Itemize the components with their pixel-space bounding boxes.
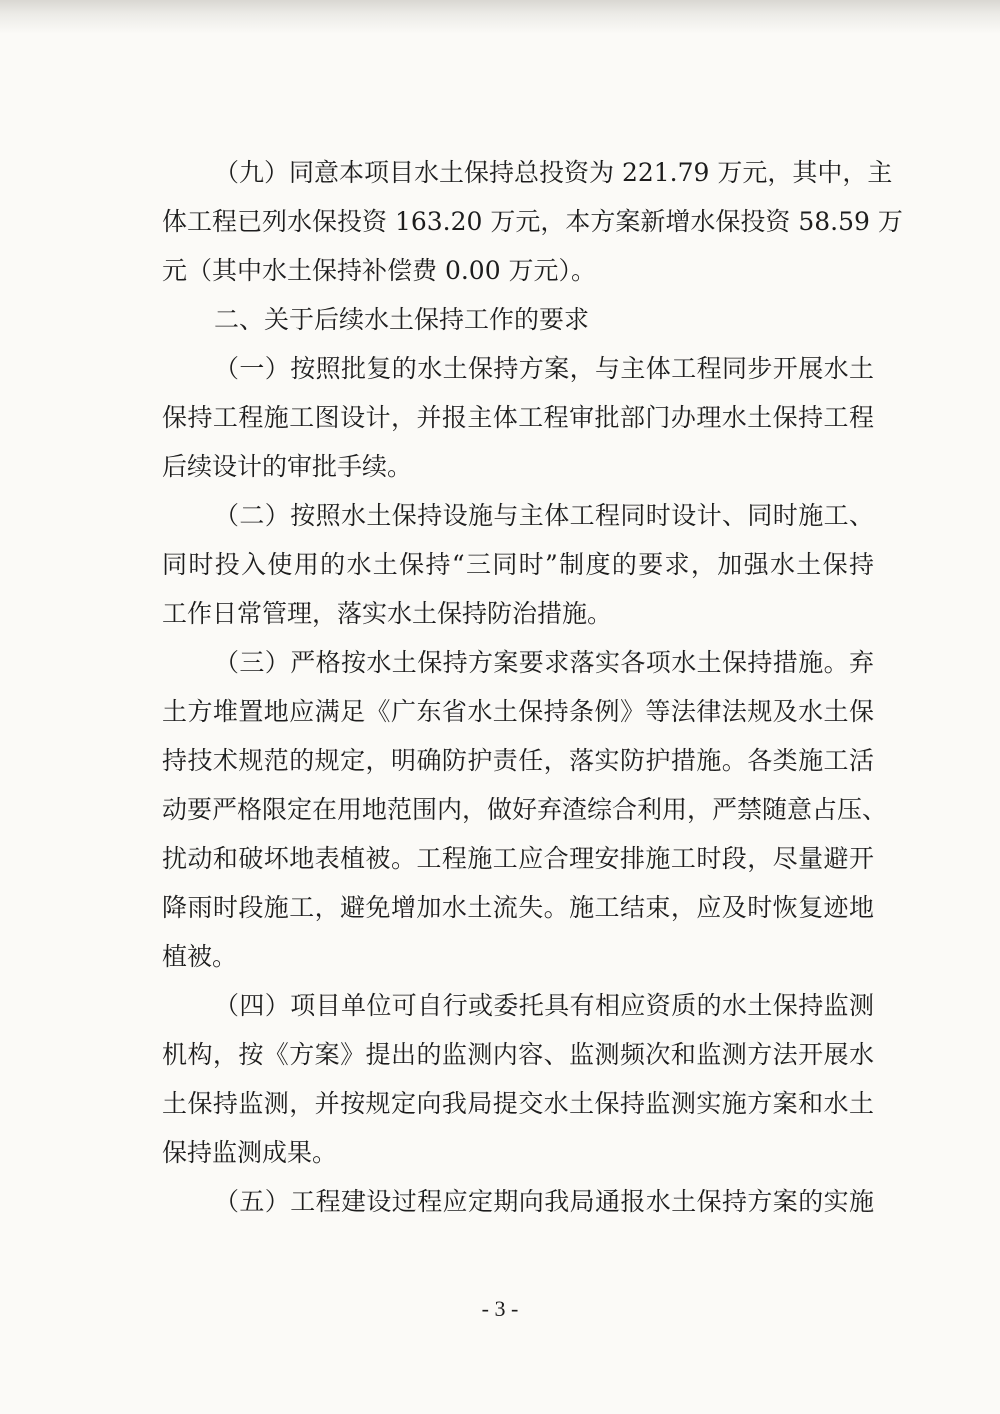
- paragraph-3-line-6: 降雨时段施工，避免增加水土流失。施工结束，应及时恢复迹地: [162, 893, 874, 922]
- paragraph-9-line-2: 体工程已列水保投资 163.20 万元，本方案新增水保投资 58.59 万: [162, 207, 903, 236]
- paragraph-3-line-2: 土方堆置地应满足《广东省水土保持条例》等法律法规及水土保: [162, 697, 874, 726]
- document-body: [162, 148, 903, 1226]
- paragraph-1-line-3: 后续设计的审批手续。: [162, 452, 413, 481]
- paragraph-2-line-3: 工作日常管理，落实水土保持防治措施。: [162, 599, 613, 628]
- paragraph-4-line-4: 保持监测成果。: [162, 1138, 338, 1167]
- paragraph-3-line-3: 持技术规范的规定，明确防护责任，落实防护措施。各类施工活: [162, 746, 874, 775]
- section-heading-2: 二、关于后续水土保持工作的要求: [214, 305, 590, 334]
- paragraph-3-line-4: 动要严格限定在用地范围内，做好弃渣综合利用，严禁随意占压、: [162, 795, 888, 824]
- paragraph-4-line-3: 土保持监测，并按规定向我局提交水土保持监测实施方案和水土: [162, 1089, 874, 1118]
- paragraph-4-line-2: 机构，按《方案》提出的监测内容、监测频次和监测方法开展水: [162, 1040, 874, 1069]
- paragraph-9-line-1: （九）同意本项目水土保持总投资为 221.79 万元，其中，主: [214, 158, 893, 187]
- paragraph-1-line-1: （一）按照批复的水土保持方案，与主体工程同步开展水土: [214, 354, 874, 383]
- paragraph-4-line-1: （四）项目单位可自行或委托具有相应资质的水土保持监测: [214, 991, 874, 1020]
- paragraph-2-line-1: （二）按照水土保持设施与主体工程同时设计、同时施工、: [214, 501, 874, 530]
- paragraph-1-line-2: 保持工程施工图设计，并报主体工程审批部门办理水土保持工程: [162, 403, 874, 432]
- paragraph-3-line-7: 植被。: [162, 942, 238, 971]
- paragraph-3-line-5: 扰动和破坏地表植被。工程施工应合理安排施工时段，尽量避开: [162, 844, 874, 873]
- scan-top-edge: [0, 0, 1000, 34]
- paragraph-2-line-2: 同时投入使用的水土保持“三同时”制度的要求，加强水土保持: [162, 550, 874, 579]
- page-number: - 3 -: [481, 1296, 519, 1321]
- paragraph-5-line-1: （五）工程建设过程应定期向我局通报水土保持方案的实施: [214, 1187, 874, 1216]
- paragraph-3-line-1: （三）严格按水土保持方案要求落实各项水土保持措施。弃: [214, 648, 874, 677]
- paragraph-9-line-3: 元（其中水土保持补偿费 0.00 万元）。: [162, 256, 597, 285]
